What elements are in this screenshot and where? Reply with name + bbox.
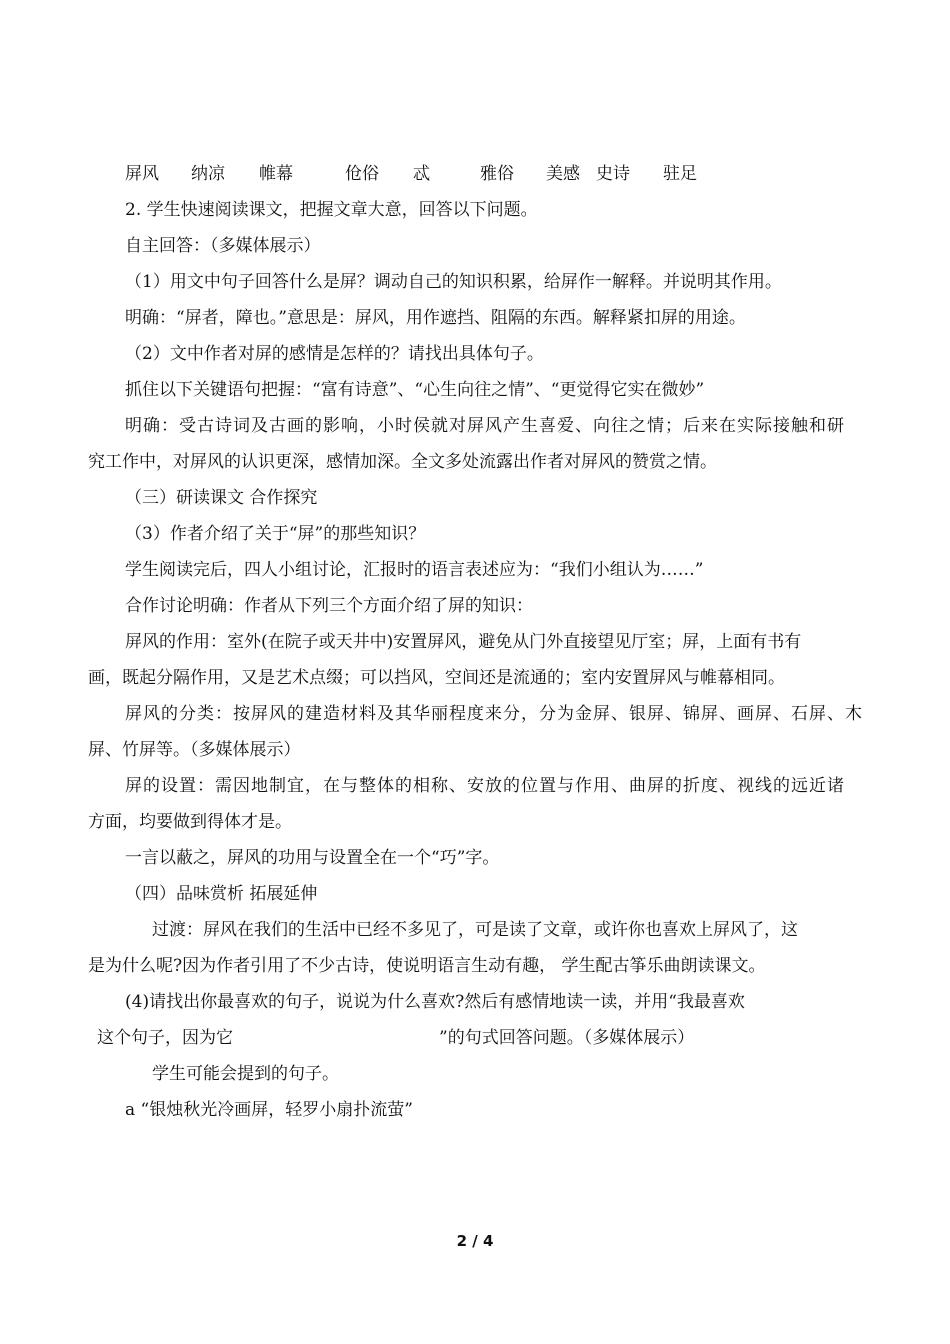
vocab-word: 帷幕: [259, 164, 293, 184]
vocab-word: 史诗: [596, 164, 630, 184]
vocab-word: 纳凉: [191, 164, 225, 184]
vocab-word: 雅俗: [480, 164, 514, 184]
text-line: 明确：受古诗词及古画的影响，小时侯就对屏风产生喜爱、向往之情；后来在实际接触和研: [125, 416, 845, 436]
text-line: (4)请找出你最喜欢的句子，说说为什么喜欢?然后有感情地读一读，并用“我最喜欢: [125, 992, 745, 1012]
vocab-word: 忒: [413, 164, 430, 184]
text-line: 抓住以下关键语句把握：“富有诗意”、“心生向往之情”、“更觉得它实在微妙”: [125, 380, 705, 400]
text-line: 合作讨论明确：作者从下列三个方面介绍了屏的知识：: [125, 596, 533, 616]
text-line: 过渡：屏风在我们的生活中已经不多见了，可是读了文章，或许你也喜欢上屏风了，这: [152, 920, 798, 940]
vocab-word: 屏风: [125, 164, 159, 184]
section-heading: （四）品味赏析 拓展延伸: [125, 884, 318, 904]
page-number: 2 / 4: [456, 1232, 494, 1250]
text-segment: ”的句式回答问题。（多媒体展示）: [439, 1028, 695, 1048]
text-line: 画，既起分隔作用，又是艺术点缀；可以挡风，空间还是流通的；室内安置屏风与帷幕相同。: [88, 668, 785, 688]
text-line: 自主回答：（多媒体展示）: [125, 236, 321, 256]
text-line: （3）作者介绍了关于“屏”的那些知识？: [125, 524, 426, 544]
text-line: 2. 学生快速阅读课文，把握文章大意，回答以下问题。: [125, 200, 538, 220]
text-line: 一言以蔽之，屏风的功用与设置全在一个“巧”字。: [125, 848, 500, 868]
text-line: （2）文中作者对屏的感情是怎样的？请找出具体句子。: [125, 344, 544, 364]
vocab-word: 伧俗: [345, 164, 379, 184]
text-segment: 这个句子，因为它: [97, 1028, 233, 1048]
text-line: 明确：“屏者，障也。”意思是：屏风，用作遮挡、阻隔的东西。解释紧扣屏的用途。: [125, 308, 746, 328]
text-line: 屏风的分类：按屏风的建造材料及其华丽程度来分，分为金屏、银屏、锦屏、画屏、石屏、木: [125, 704, 863, 724]
section-heading: （三）研读课文 合作探究: [125, 488, 318, 508]
text-line: 屏的设置：需因地制宜，在与整体的相称、安放的位置与作用、曲屏的折度、视线的远近诸: [125, 776, 845, 796]
text-line: 屏风的作用：室外(在院子或天井中)安置屏风，避免从门外直接望见厅室；屏，上面有书有: [125, 632, 802, 652]
text-line: 方面，均要做到得体才是。: [88, 812, 292, 832]
text-line: 是为什么呢?因为作者引用了不少古诗，使说明语言生动有趣， 学生配古筝乐曲朗读课文。: [88, 956, 766, 976]
quote-line: a “银烛秋光冷画屏，轻罗小扇扑流萤”: [125, 1100, 413, 1120]
vocab-word: 美感: [546, 164, 580, 184]
text-line: 学生阅读完后，四人小组讨论，汇报时的语言表述应为：“我们小组认为……”: [125, 560, 704, 580]
text-line: 究工作中，对屏风的认识更深，感情加深。全文多处流露出作者对屏风的赞赏之情。: [88, 452, 717, 472]
vocab-list: [0, 163, 950, 185]
text-line: 屏、竹屏等。（多媒体展示）: [88, 740, 301, 760]
text-line: （1）用文中句子回答什么是屏？调动自己的知识积累，给屏作一解释。并说明其作用。: [125, 272, 782, 292]
text-line: [97, 1027, 694, 1049]
text-line: 学生可能会提到的句子。: [152, 1064, 339, 1084]
vocab-word: 驻足: [663, 164, 697, 184]
